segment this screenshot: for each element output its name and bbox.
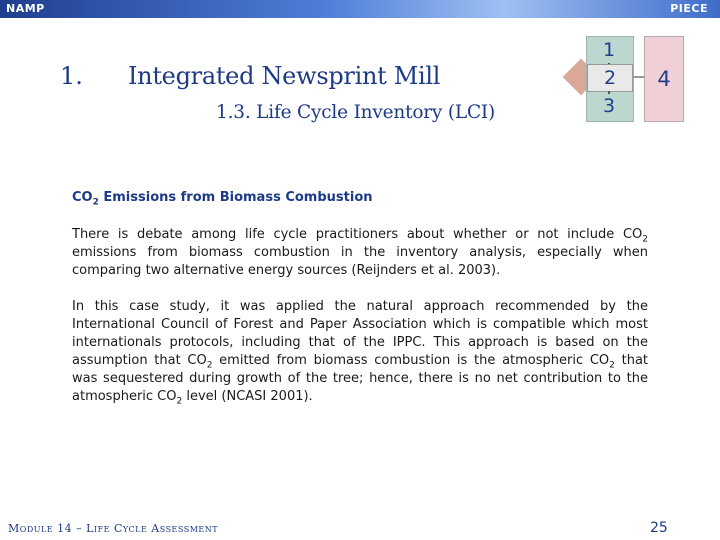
section-navigator [580,36,684,120]
paragraph-2: In this case study, it was applied the natural approach recommended by the International Council of Forest and Paper Association which is compatible which most internationals protocols, including that of the IPPC. This approach is based on the assumption that $CO_2$ emitted from biomass combustion is the atmospheric $CO_2$ that was sequestered during growth of the tree; hence, there is no net contribution to the atmospheric $CO_2$ level (NCASI 2001). [72,299,649,407]
nav-connector [632,76,644,78]
nav-cell-2-active[interactable]: 2 [587,64,633,92]
top-banner [0,0,720,18]
header-right-label: PIECE [670,2,708,15]
page-number: 25 [650,520,668,536]
footer-module-label: Module 14 – Life Cycle Assessment [8,522,219,535]
page-subtitle: 1.3. Life Cycle Inventory (LCI) [216,102,496,123]
header-left-label: NAMP [6,2,45,15]
section-title: $CO_2$ Emissions from Biomass Combustion [72,190,373,208]
paragraph-1: There is debate among life cycle practitioners about whether or not include $CO_2$ emissions from biomass combustion in the inventory analysis, especially when comparing two alternative energy sources (Reijnders et al. 2003). [72,227,648,278]
nav-cell-3[interactable]: 3 [602,95,616,117]
nav-cell-1[interactable]: 1 [602,39,616,61]
heading-number: 1. [60,62,83,90]
page-title: Integrated Newsprint Mill [128,62,441,90]
nav-cell-4[interactable]: 4 [644,36,684,122]
